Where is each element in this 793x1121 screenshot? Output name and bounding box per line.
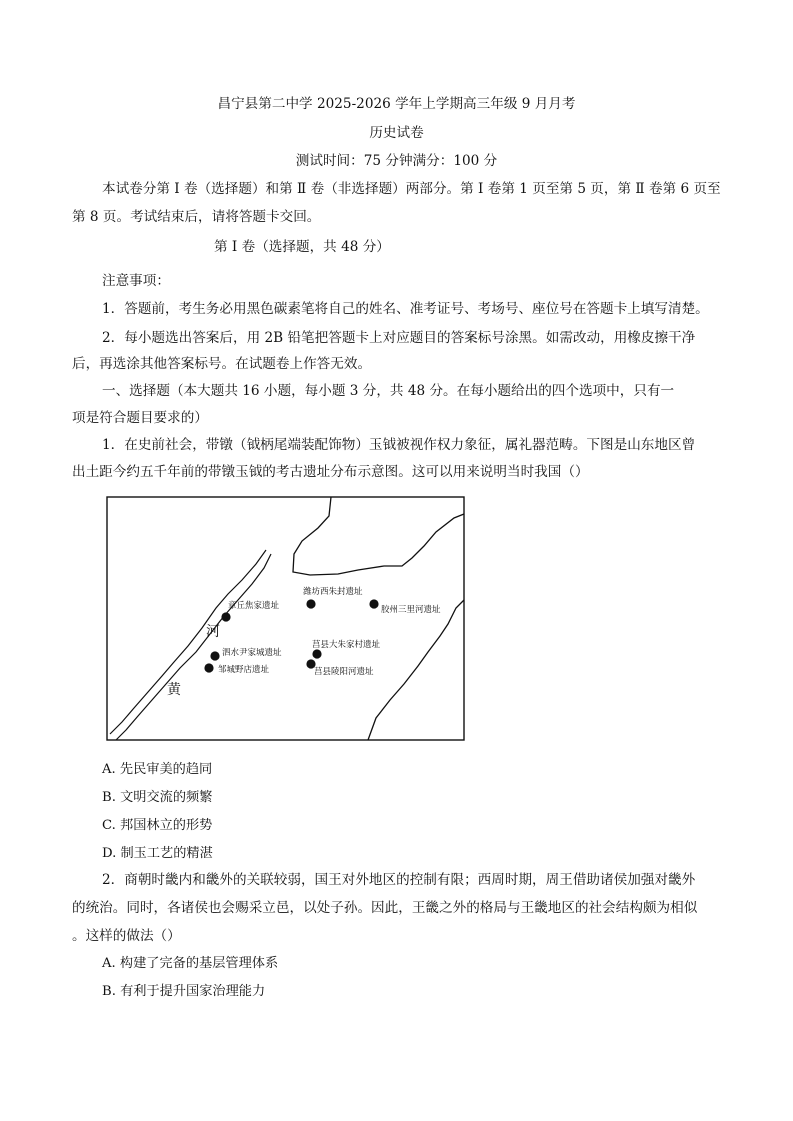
section1-line-2: 项是符合题目要求的） — [72, 410, 208, 426]
subject-title: 历史试卷 — [369, 125, 424, 141]
notes-item-1: 1．答题前，考生务必用黑色碳素笔将自己的姓名、准考证号、考场号、座位号在答题卡上填写清楚。 — [102, 301, 709, 317]
site-label-juxian-dazhujia: 莒县大朱家村遗址 — [312, 640, 381, 650]
site-dot-jiaozhou — [369, 599, 378, 608]
site-dot-zoucheng — [204, 663, 213, 672]
notes-heading: 注意事项： — [102, 273, 170, 289]
site-label-zhangqiu: 章丘焦家遗址 — [228, 601, 280, 611]
site-label-jiaozhou: 胶州三里河遗址 — [381, 605, 441, 615]
intro-line-1: 本试卷分第 Ⅰ 卷（选择题）和第 Ⅱ 卷（非选择题）两部分。第 Ⅰ 卷第 1 页至第 5 页，第 Ⅱ 卷第 6 页至 — [102, 181, 721, 197]
exam-title: 昌宁县第二中学 2025-2026 学年上学期高三年级 9 月月考 — [217, 96, 576, 112]
site-dot-juxian-dazhujia — [312, 649, 321, 658]
notes-item-2-line-1: 2．每小题选出答案后，用 2B 铅笔把答题卡上对应题目的答案标号涂黑。如需改动，用橡皮擦干净 — [102, 330, 696, 346]
q1-option-b: B. 文明交流的频繁 — [102, 790, 213, 805]
section1-line-1: 一、选择题（本大题共 16 小题，每小题 3 分，共 48 分。在每小题给出的四个选项中，只有一 — [102, 383, 675, 399]
q2-stem-line-1: 2．商朝时畿内和畿外的关联较弱，国王对外地区的控制有限；西周时期，周王借助诸侯加强对畿外 — [102, 872, 696, 888]
river-char-huang: 黄 — [167, 682, 181, 698]
q1-stem-line-1: 1．在史前社会，带镦（钺柄尾端装配饰物）玉钺被视作权力象征，属礼器范畴。下图是山东地区曾 — [102, 437, 696, 453]
part1-title: 第 Ⅰ 卷（选择题，共 48 分） — [214, 239, 390, 255]
q1-option-a: A. 先民审美的趋同 — [102, 762, 213, 777]
site-label-sishui: 泗水尹家城遗址 — [222, 648, 282, 658]
site-label-juxian-lingyanghe: 莒县陵阳河遗址 — [314, 667, 374, 677]
site-dot-sishui — [210, 651, 219, 660]
site-dot-zhangqiu — [221, 612, 230, 621]
q2-stem-line-3: 。这样的做法（） — [72, 928, 181, 944]
archaeological-site-map — [106, 496, 465, 741]
site-dot-weifang — [306, 599, 315, 608]
river-char-he: 河 — [206, 624, 220, 640]
site-label-weifang: 潍坊西朱封遗址 — [303, 587, 363, 597]
q2-option-b: B. 有利于提升国家治理能力 — [102, 984, 266, 999]
intro-line-2: 第 8 页。考试结束后，请将答题卡交回。 — [72, 209, 321, 225]
q1-option-d: D. 制玉工艺的精湛 — [102, 846, 213, 861]
notes-item-2-line-2: 后，再选涂其他答案标号。在试题卷上作答无效。 — [72, 356, 372, 372]
site-label-zoucheng: 邹城野店遗址 — [218, 665, 270, 675]
q1-stem-line-2: 出土距今约五千年前的带镦玉钺的考古遗址分布示意图。这可以用来说明当时我国（） — [72, 464, 589, 480]
exam-info: 测试时间：75 分钟满分：100 分 — [295, 153, 498, 169]
q1-option-c: C. 邦国林立的形势 — [102, 818, 213, 833]
q2-option-a: A. 构建了完备的基层管理体系 — [102, 956, 279, 971]
q2-stem-line-2: 的统治。同时，各诸侯也会赐采立邑，以处子孙。因此，王畿之外的格局与王畿地区的社会结构颇为相似 — [72, 900, 698, 916]
map-frame — [107, 497, 464, 740]
